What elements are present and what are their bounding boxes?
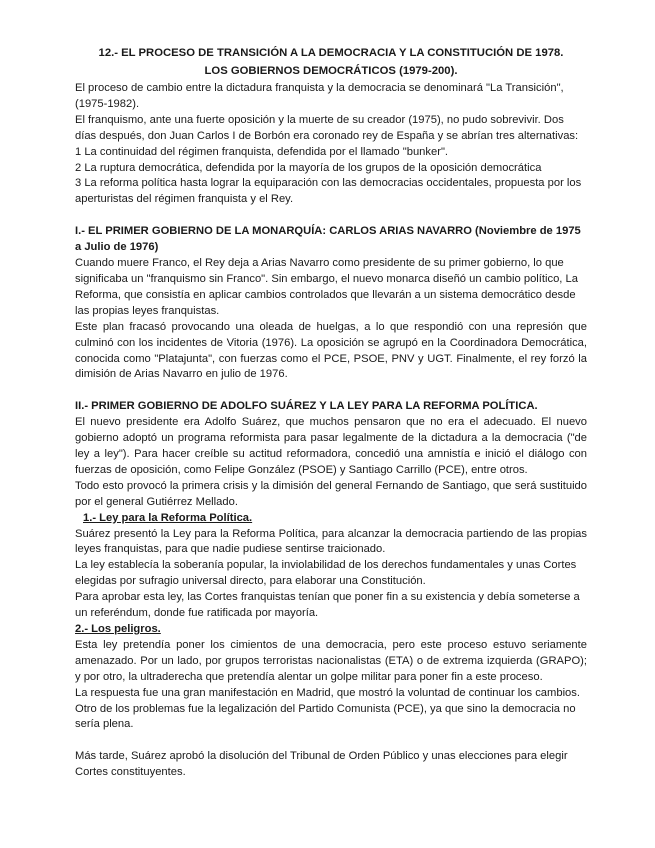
section-paragraph: La respuesta fue una gran manifestación en Madrid, que mostró la voluntad de continuar los cambios. bbox=[75, 686, 580, 699]
document-subtitle: LOS GOBIERNOS DEMOCRÁTICOS (1979-200). bbox=[204, 65, 458, 77]
spacer bbox=[75, 733, 587, 749]
section-paragraph: Esta ley pretendía poner los cimientos de una democracia, pero este proceso estuvo seriamente amenazado. Por un lado, por grupos terroristas nacionalistas (ETA) o de extrema izquierda (GRAPO); y por otro, la ultraderecha que pretendía alentar un golpe militar para poner fin a este proceso. bbox=[75, 638, 587, 683]
intro-paragraph: El franquismo, ante una fuerte oposición y la muerte de su creador (1975), no pudo sobrevivir. Dos días después, don Juan Carlos I de Borbón era coronado rey de España y se abrían tres alternativas: bbox=[75, 113, 579, 142]
section-paragraph: Otro de los problemas fue la legalización del Partido Comunista (PCE), ya que sino la democracia no sería plena. bbox=[75, 702, 576, 731]
alternative-item: 3 La reforma política hasta lograr la equiparación con las democracias occidentales, propuesta por los aperturistas del régimen franquista y el Rey. bbox=[75, 177, 582, 206]
document-title: 12.- EL PROCESO DE TRANSICIÓN A LA DEMOCRACIA Y LA CONSTITUCIÓN DE 1978. bbox=[98, 47, 564, 59]
alternative-item: 1 La continuidad del régimen franquista, defendida por el llamado "bunker". bbox=[75, 145, 449, 158]
section-paragraph: Este plan fracasó provocando una oleada de huelgas, a lo que respondió con una represión que culminó con los incidentes de Vitoria (1976). La oposición se agrupó en la Coordinadora Democrática, conocida como "Platajunta", con fuerzas como el PCE, PSOE, PNV y UGT. Finalmente, el rey forzó la dimisión de Arias Navarro en julio de 1976. bbox=[75, 320, 587, 381]
subsection-heading-ley-reforma: 1.- Ley para la Reforma Política. bbox=[83, 511, 253, 524]
section-paragraph: Para aprobar esta ley, las Cortes franquistas tenían que poner fin a su existencia y debía someterse a un referéndum, donde fue ratificada por mayoría. bbox=[75, 591, 580, 620]
section-paragraph: Cuando muere Franco, el Rey deja a Arias Navarro como presidente de su primer gobierno, lo que significaba un "franquismo sin Franco". Sin embargo, el nuevo monarca diseñó un cambio político, La Reforma, que consistía en aplicar cambios controlados que llevarán a un sistema democrático desde las propias leyes franquistas. bbox=[75, 257, 578, 317]
section-paragraph: Suárez presentó la Ley para la Reforma Política, para alcanzar la democracia partiendo de las propias leyes franquistas, para que nadie pudiese sentirse traicionado. bbox=[75, 527, 587, 556]
closing-paragraph: Más tarde, Suárez aprobó la disolución del Tribunal de Orden Público y unas elecciones para elegir Cortes constituyentes. bbox=[75, 750, 568, 779]
section-paragraph: La ley establecía la soberanía popular, la inviolabilidad de los derechos fundamentales y unas Cortes elegidas por sufragio universal directo, para elaborar una Constitución. bbox=[75, 559, 577, 588]
section-paragraph: El nuevo presidente era Adolfo Suárez, que muchos pensaron que no era el adecuado. El nuevo gobierno adoptó un programa reformista para pasar legalmente de la dictadura a la democracia ("de ley a ley"). Para hacer creíble su actitud reformadora, concedió una amnistía e inició el diálogo con fuerzas de oposición, como Felipe González (PSOE) y Santiago Carrillo (PCE), entre otros. bbox=[75, 416, 587, 476]
section-heading-adolfo-suarez: II.- PRIMER GOBIERNO DE ADOLFO SUÁREZ Y LA LEY PARA LA REFORMA POLÍTICA. bbox=[75, 400, 538, 413]
subsection-heading-peligros: 2.- Los peligros. bbox=[75, 623, 161, 635]
section-paragraph: Todo esto provocó la primera crisis y la dimisión del general Fernando de Santiago, que será sustituido por el general Gutiérrez Mellado. bbox=[75, 479, 587, 508]
alternative-item: 2 La ruptura democrática, defendida por la mayoría de los grupos de la oposición democrática bbox=[75, 161, 542, 174]
intro-paragraph: El proceso de cambio entre la dictadura franquista y la democracia se denominará "La Transición", (1975-1982). bbox=[75, 82, 564, 110]
spacer bbox=[75, 208, 587, 224]
section-heading-arias-navarro: I.- EL PRIMER GOBIERNO DE LA MONARQUÍA: CARLOS ARIAS NAVARRO (Noviembre de 1975 a Julio de 1976) bbox=[75, 225, 581, 254]
spacer bbox=[75, 383, 587, 399]
